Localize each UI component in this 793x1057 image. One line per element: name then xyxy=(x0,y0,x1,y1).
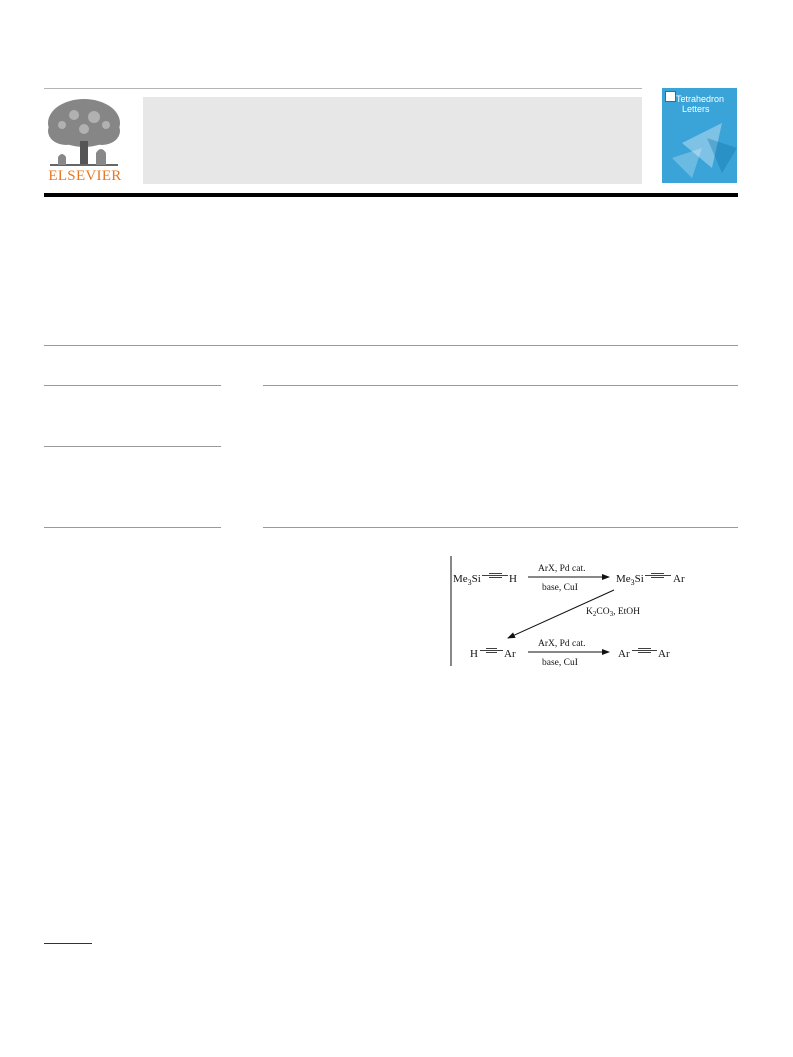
cover-title-line-2: Letters xyxy=(682,104,710,114)
scheme-top-left-compound: $Me_3Si$ xyxy=(453,573,481,587)
triple-bond-icon xyxy=(645,574,671,578)
triple-bond-icon xyxy=(632,649,657,653)
abstract-top-rule xyxy=(263,385,738,386)
triple-bond-icon xyxy=(482,574,508,578)
abstract-bottom-rule xyxy=(263,527,738,528)
reaction-scheme xyxy=(446,554,716,669)
keywords-rule xyxy=(44,446,221,447)
journal-cover-image xyxy=(662,88,737,183)
scheme-top-left-terminal: H xyxy=(509,573,517,585)
scheme-bottom-arrow-reagents: ArX, Pd cat. xyxy=(538,639,586,649)
scheme-bottom-right-start: Ar xyxy=(618,648,630,660)
scheme-deprotection-reagents: $K_2CO_3$, EtOH xyxy=(586,607,640,618)
elsevier-wordmark: ELSEVIER xyxy=(48,168,122,184)
header-thick-rule xyxy=(44,193,738,197)
scheme-bottom-arrow-conditions: base, CuI xyxy=(542,658,578,668)
triple-bond-icon xyxy=(480,649,503,653)
scheme-top-arrow-conditions: base, CuI xyxy=(542,583,578,593)
scheme-top-arrow-reagents: ArX, Pd cat. xyxy=(538,564,586,574)
header-top-rule xyxy=(44,88,642,89)
scheme-bottom-left-end: Ar xyxy=(504,648,516,660)
cover-title-line-1: Tetrahedron xyxy=(676,94,725,104)
cover-triangle-art xyxy=(662,88,737,183)
scheme-bottom-left-start: H xyxy=(470,648,478,660)
title-block-rule xyxy=(44,345,738,346)
scheme-top-right-compound: $Me_3Si$ xyxy=(616,573,644,587)
article-info-bottom-rule xyxy=(44,527,221,528)
scheme-bottom-right-end: Ar xyxy=(658,648,670,660)
article-info-top-rule xyxy=(44,385,221,386)
journal-header-banner xyxy=(143,97,642,184)
footnote-rule xyxy=(44,943,92,944)
scheme-top-right-terminal: Ar xyxy=(673,573,685,585)
